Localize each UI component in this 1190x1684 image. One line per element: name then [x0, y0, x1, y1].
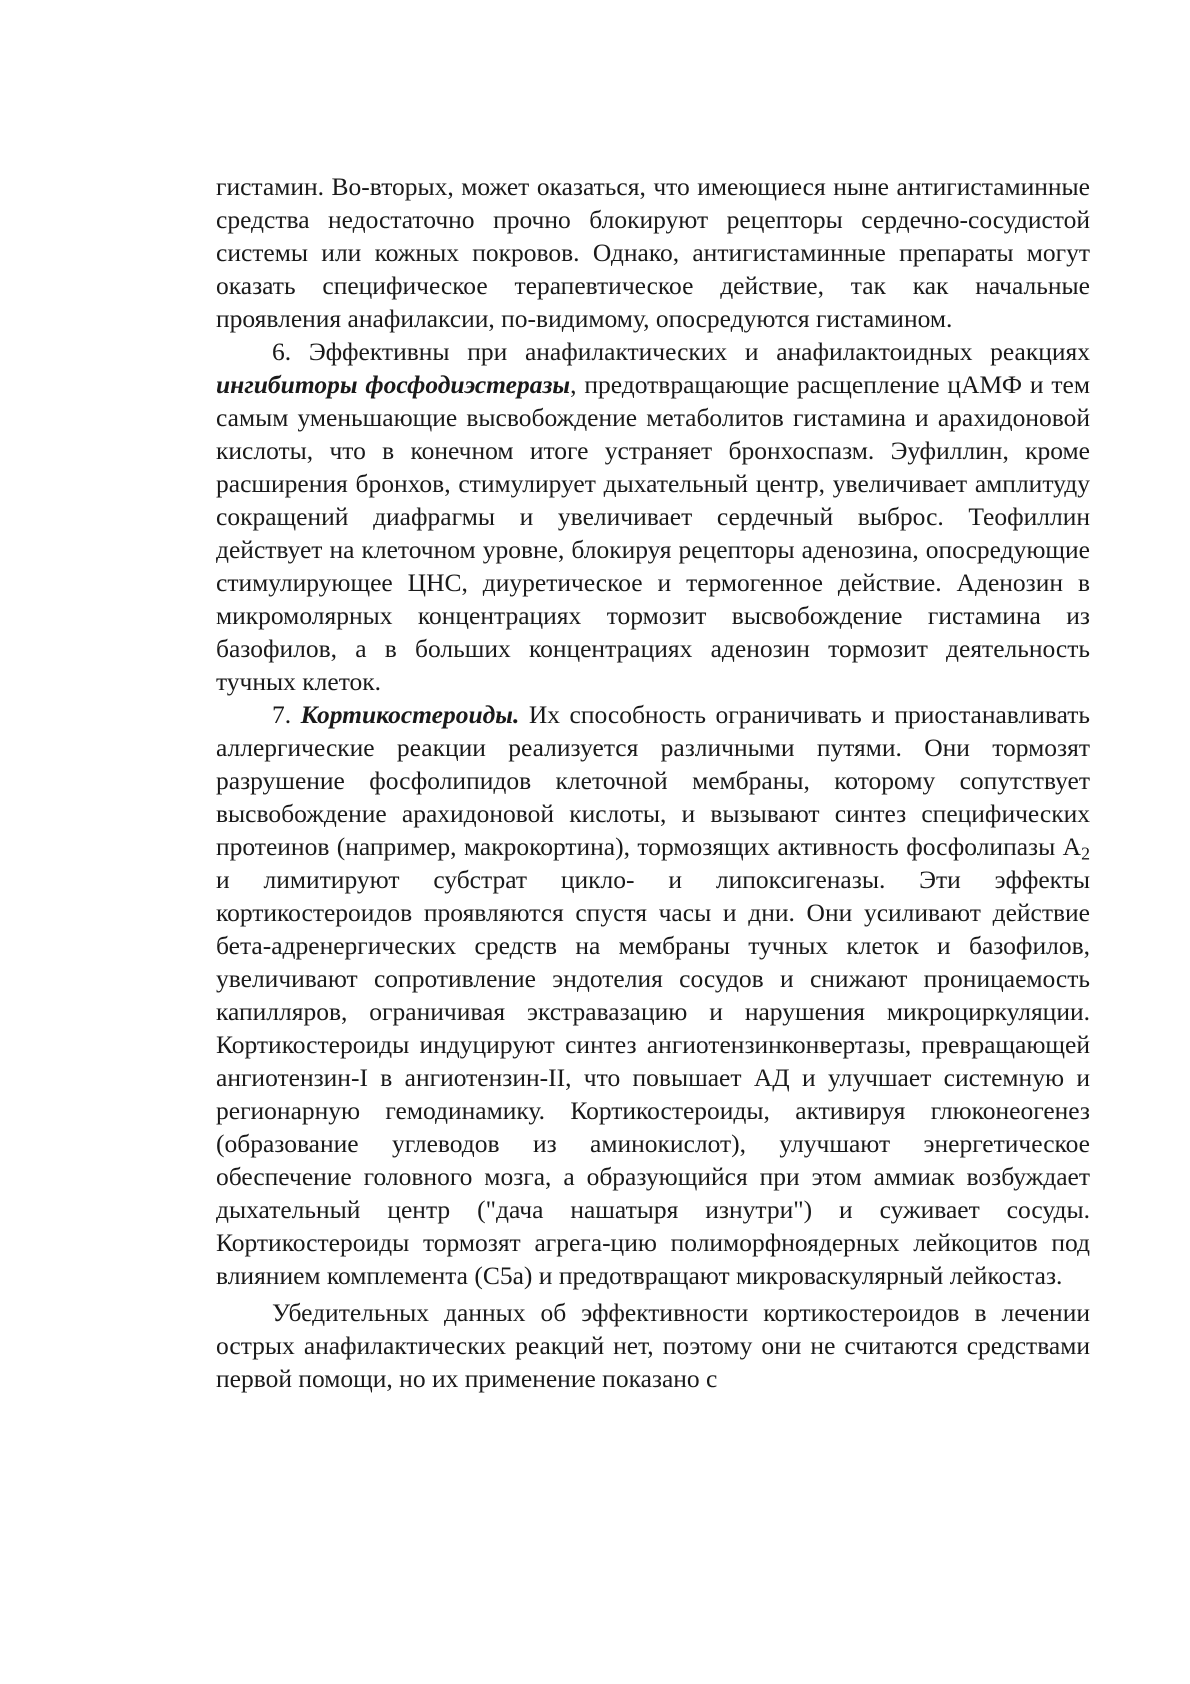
paragraph-text: гистамин. Во-вторых, может оказаться, что имеющиеся ныне антигистаминные средства недостаточно прочно блокируют рецепторы сердечно-сосудистой системы или кожных покровов. Однако, антигистаминные препараты могут оказать специфическое терапевтическое действие, так как начальные проявления анафилаксии, по-видимому, опосредуются гистамином.: [216, 172, 1090, 333]
paragraph-continued: [216, 170, 1090, 335]
bold-italic-term: ингибиторы фосфодиэстеразы: [216, 370, 571, 399]
item-number: 7.: [272, 700, 292, 729]
paragraph-text: Убедительных данных об эффективности кортикостероидов в лечении острых анафилактических реакций нет, поэтому они не считаются средствами первой помощи, но их применение показано с: [216, 1298, 1090, 1393]
paragraph-final: [216, 1296, 1090, 1395]
paragraph-text: , предотвращающие расщепление цАМФ и тем самым уменьшающие высвобождение метаболитов гистамина и арахидоновой кислоты, что в конечном итоге устраняет бронхоспазм. Эуфиллин, кроме расширения бронхов, стимулирует дыхательный центр, увеличивает амплитуду сокращений диафрагмы и увеличивает сердечный выброс. Теофиллин действует на клеточном уровне, блокируя рецепторы аденозина, опосредующие стимулирующее ЦНС, диуретическое и термогенное действие. Аденозин в микромолярных концентрациях тормозит высвобождение гистамина из базофилов, а в больших концентрациях аденозин тормозит деятельность тучных клеток.: [216, 370, 1090, 696]
paragraph-7: [216, 698, 1090, 1292]
bold-italic-term: Кортикостероиды.: [300, 700, 520, 729]
document-body: [216, 170, 1090, 1395]
paragraph-text: Эффективны при анафилактических и анафилактоидных реакциях: [308, 337, 1091, 366]
subscript: 2: [1081, 843, 1090, 864]
paragraph-6: [216, 335, 1090, 698]
item-number: 6.: [272, 337, 292, 366]
paragraph-text: Их способность ограничивать и приостанавливать аллергические реакции реализуется различными путями. Они тормозят разрушение фосфолипидов клеточной мембраны, которому сопутствует высвобождение арахидоновой кислоты, и вызывают синтез специфических протеинов (например, макрокортина), тормозящих активность фосфолипазы А: [216, 700, 1091, 861]
paragraph-text: и лимитируют субстрат цикло- и липоксигеназы. Эти эффекты кортикостероидов проявляются спустя часы и дни. Они усиливают действие бета-адренергических средств на мембраны тучных клеток и базофилов, увеличивают сопротивление эндотелия сосудов и снижают проницаемость капилляров, ограничивая экстравазацию и нарушения микроциркуляции. Кортикостероиды индуцируют синтез ангиотензинконвертазы, превращающей ангиотензин-I в ангиотензин-II, что повышает АД и улучшает системную и регионарную гемодинамику. Кортикостероиды, активируя глюконеогенез (образование углеводов из аминокислот), улучшают энергетическое обеспечение головного мозга, а образующийся при этом аммиак возбуждает дыхательный центр ("дача нашатыря изнутри") и суживает сосуды. Кортикостероиды тормозят агрега-цию полиморфноядерных лейкоцитов под влиянием комплемента (С5а) и предотвращают микроваскулярный лейкостаз.: [216, 865, 1090, 1290]
